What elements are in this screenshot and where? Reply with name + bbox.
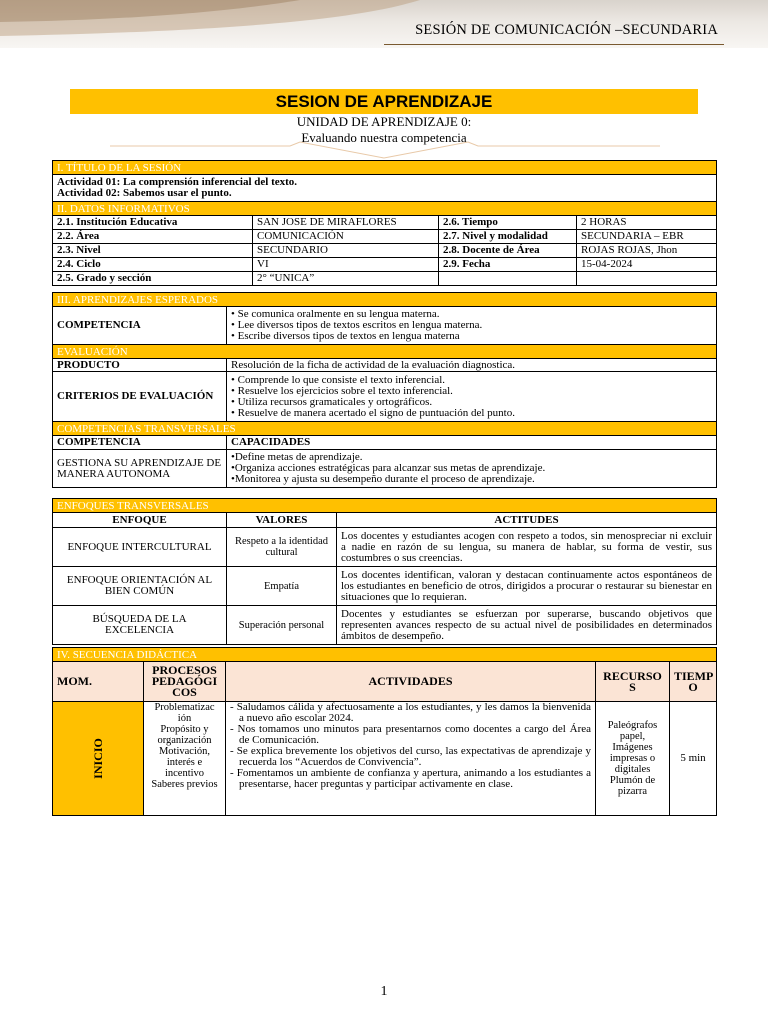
list-item: •Organiza acciones estratégicas para alcanzar sus metas de aprendizaje. [231,462,546,474]
list-item: •Monitorea y ajusta su desempeño durante el proceso de aprendizaje. [231,473,535,485]
list-item: • Resuelve los ejercicios sobre el texto inferencial. [231,384,453,397]
data-row [53,258,717,272]
data-label: 2.7. Nivel y modalidad [439,230,577,244]
activity-1: Actividad 01: La comprensión inferencial del texto. [57,176,298,188]
data-label: 2.9. Fecha [439,258,577,272]
list-item: Plumón de pizarra [609,775,656,797]
list-item: •Define metas de aprendizaje. [231,451,363,463]
approach-name: ENFOQUE INTERCULTURAL [53,528,227,567]
list-item: • Comprende lo que consiste el texto inferencial. [231,373,446,386]
product-value: Resolución de la ficha de actividad de la evaluación diagnostica. [227,359,717,372]
criteria-label: CRITERIOS DE EVALUACIÓN [53,372,227,422]
approaches-table [52,498,717,645]
resources-header: RECURSO S [596,662,670,702]
header-rule [384,44,724,45]
data-value: SECUNDARIO [253,244,439,258]
subtitle-divider-decoration [0,140,768,160]
page-number: 1 [380,984,388,999]
data-label: 2.5. Grado y sección [53,272,253,286]
processes-header: PROCESOS PEDAGÓGI COS [144,662,226,702]
product-label: PRODUCTO [53,359,227,372]
unit-label: UNIDAD DE APRENDIZAJE 0: [296,114,472,129]
learning-table [52,292,717,488]
list-item: • Lee diversos tipos de textos escritos en lengua materna. [231,319,483,331]
approach-attitude: Docentes y estudiantes se esfuerzan por superarse, buscando objetivos que representen avances respecto de su actual nivel de posibilidades en determinados ámbitos de desempeño. [337,606,717,645]
section-title-evaluation: EVALUACIÓN [53,345,717,359]
data-label [439,272,577,286]
approach-attitude: Los docentes y estudiantes acogen con respeto a todos, sin menospreciar ni excluir a nadie en razón de su lengua, su manera de hablar, su forma de vestir, sus costumbres o sus creencias. [337,528,717,567]
data-value: 2° “UNICA” [253,272,439,286]
capacities-header: CAPACIDADES [227,436,717,450]
section-title-transversal-competences: COMPETENCIAS TRANSVERSALES [53,422,717,436]
data-label: 2.4. Ciclo [53,258,253,272]
approach-name: BÚSQUEDA DE LA EXCELENCIA [53,606,227,645]
data-label: 2.6. Tiempo [439,216,577,230]
list-item: Saberes previos [151,779,218,790]
list-item: - Se explica brevemente los objetivos del curso, las expectativas de aprendizaje y recuerda los “Acuerdos de Convivencia”. [230,745,591,768]
table-row [53,606,717,645]
data-value [577,272,717,286]
section-title-learning: III. APRENDIZAJES ESPERADOS [53,293,717,307]
moment-header: MOM. [53,662,144,702]
data-value: 2 HORAS [577,216,717,230]
time-value: 5 min [670,702,717,816]
activity-2: Actividad 02: Sabemos usar el punto. [57,187,232,199]
list-item: - Saludamos cálida y afectuosamente a los estudiantes, y les damos la bienvenida a nuevo año escolar 2024. [230,701,591,724]
data-row [53,244,717,258]
section-title-session: I. TÍTULO DE LA SESIÓN [53,161,717,175]
section-title-sequence: IV. SECUENCIA DIDÁCTICA [53,648,717,662]
header-title: SESIÓN DE COMUNICACIÓN –SECUNDARIA [415,22,718,38]
table-row [53,528,717,567]
document-title: SESION DE APRENDIZAJE [70,89,698,114]
session-table [52,160,717,286]
list-item: • Resuelve de manera acertado el signo de puntuación del punto. [231,406,515,419]
data-row [53,230,717,244]
list-item: • Utiliza recursos gramaticales y ortográficos. [231,395,433,408]
data-label: 2.8. Docente de Área [439,244,577,258]
criteria-list [227,372,717,422]
section-title-approaches: ENFOQUES TRANSVERSALES [53,499,717,513]
data-row [53,216,717,230]
data-value: 15-04-2024 [577,258,717,272]
values-header: VALORES [227,513,337,528]
data-label: 2.3. Nivel [53,244,253,258]
list-item: - Nos tomamos uno minutos para presentarnos como docentes a cargo del Área de Comunicación. [230,723,591,746]
list-item: Problematizac ión [154,702,215,724]
list-item: - Fomentamos un ambiente de confianza y apertura, animando a los estudiantes a presentarse, hacer preguntas y participar activamente en clase. [230,767,591,790]
transversal-competence: GESTIONA SU APRENDIZAJE DE MANERA AUTONOMA [53,450,227,488]
time-header: TIEMP O [670,662,717,702]
approach-value: Empatía [227,567,337,606]
resources-list [596,702,670,816]
list-item: Paleógrafos papel, [607,720,658,742]
competence-list [227,307,717,345]
list-item: • Se comunica oralmente en su lengua materna. [231,308,440,320]
table-row [53,567,717,606]
data-label: 2.1. Institución Educativa [53,216,253,230]
competence-header: COMPETENCIA [53,436,227,450]
moment-inicio [53,702,144,816]
approach-attitude: Los docentes identifican, valoran y destacan continuamente actos espontáneos de los estudiantes en beneficio de otros, dirigidos a procurar o restaurar su bienestar en situaciones que lo requieran. [337,567,717,606]
processes-list [144,702,226,816]
data-value: VI [253,258,439,272]
list-item: • Escribe diversos tipos de textos en lengua materna [231,330,460,342]
session-activities [53,175,717,202]
activities-list [226,702,596,816]
list-item: Motivación, interés e incentivo [158,746,211,779]
table-row [53,702,717,816]
moment-label: INICIO [90,737,105,779]
sequence-table [52,647,717,816]
approach-name: ENFOQUE ORIENTACIÓN AL BIEN COMÚN [53,567,227,606]
activities-header: ACTIVIDADES [226,662,596,702]
data-value: SECUNDARIA – EBR [577,230,717,244]
approach-value: Superación personal [227,606,337,645]
section-title-data: II. DATOS INFORMATIVOS [53,202,717,216]
list-item: Propósito y organización [157,724,212,746]
approach-header: ENFOQUE [53,513,227,528]
attitudes-header: ACTITUDES [337,513,717,528]
data-row [53,272,717,286]
list-item: Imágenes impresas o digitales [609,742,656,775]
data-value: COMUNICACIÓN [253,230,439,244]
competence-label: COMPETENCIA [53,307,227,345]
unit-subtitle: Evaluando nuestra competencia [301,130,467,145]
data-value: SAN JOSE DE MIRAFLORES [253,216,439,230]
approach-value: Respeto a la identidad cultural [227,528,337,567]
data-value: ROJAS ROJAS, Jhon [577,244,717,258]
data-label: 2.2. Área [53,230,253,244]
capacities-list [227,450,717,488]
